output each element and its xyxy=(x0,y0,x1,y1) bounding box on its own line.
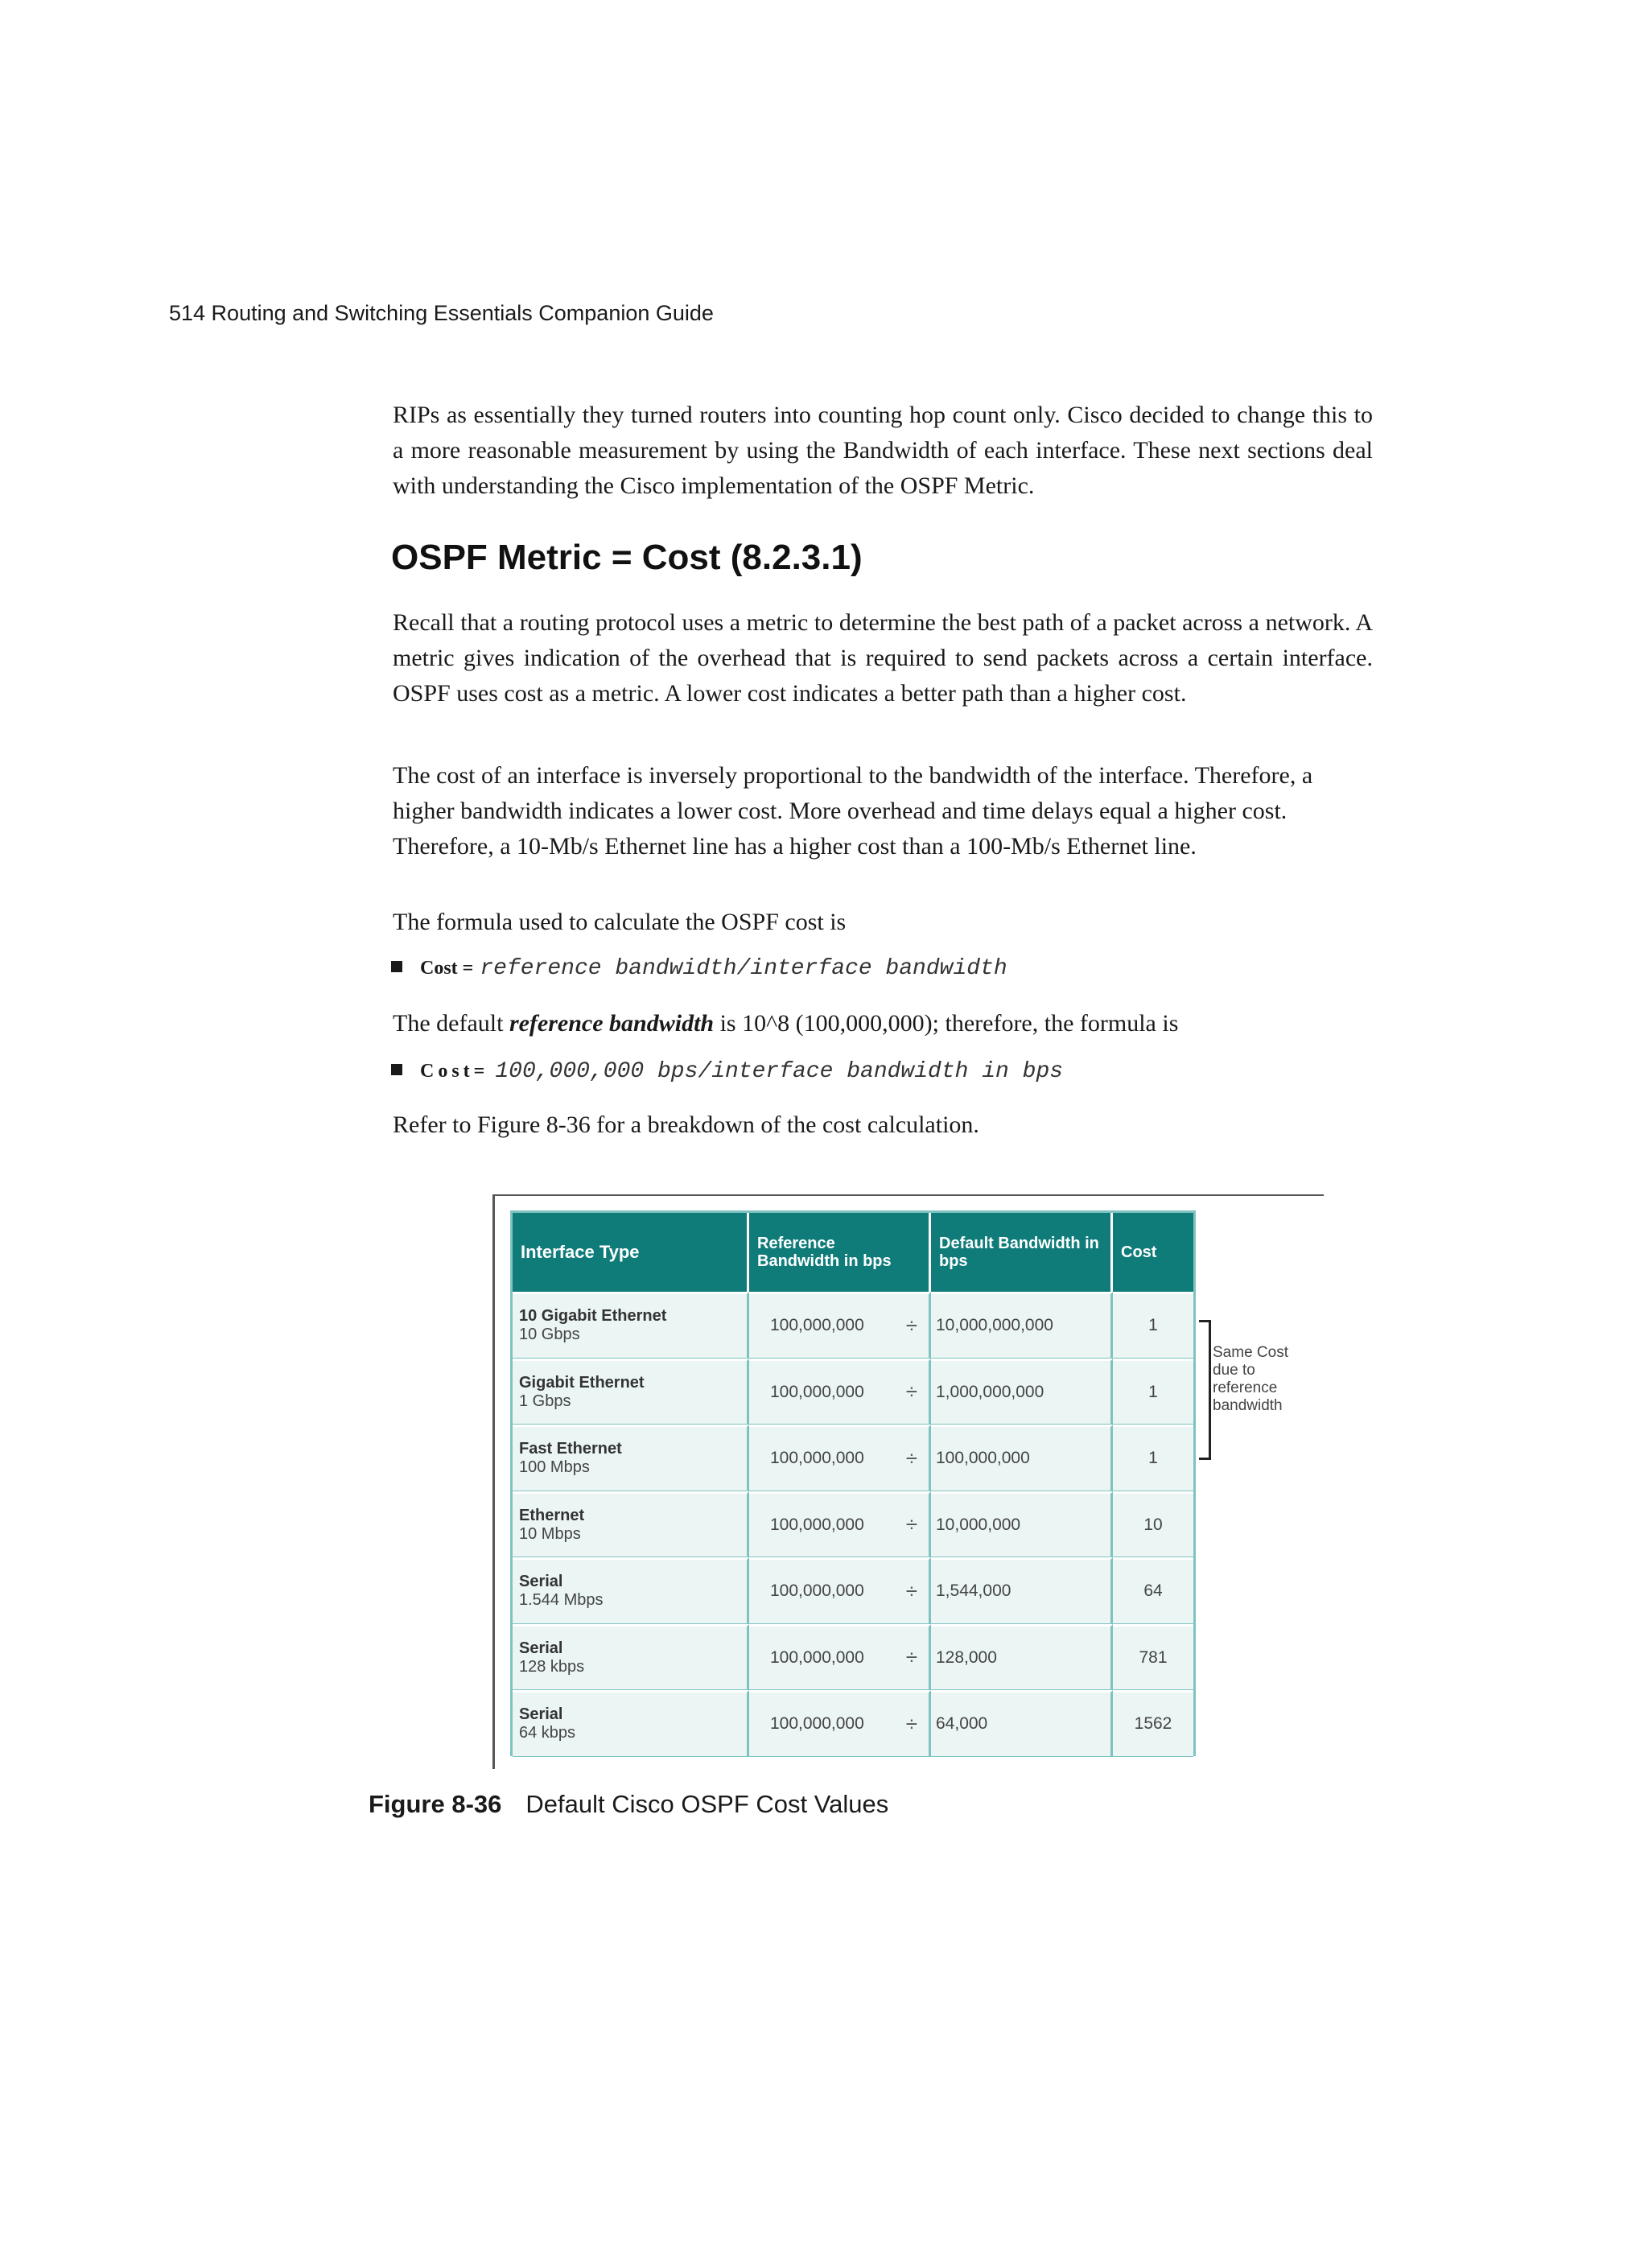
cell-cost: 1 xyxy=(1113,1425,1193,1491)
cell-interface-type xyxy=(513,1624,749,1691)
formula-label: Cost = xyxy=(420,958,474,979)
reference-value: 100,000,000 xyxy=(770,1714,864,1734)
reference-value: 100,000,000 xyxy=(770,1316,864,1335)
figure-caption xyxy=(369,1790,888,1819)
cell-reference-bandwidth xyxy=(749,1557,931,1624)
interface-name: Serial xyxy=(519,1705,563,1724)
paragraph-inverse-cost: The cost of an interface is inversely proportional to the bandwidth of the interface. Therefore, a higher bandwidth indicates a lower cost. More overhead and time delays equal a higher cost. Therefore, a 10-Mb/s Ethernet line has a higher cost than a 100-Mb/s Ethernet line. xyxy=(393,762,1313,860)
cell-cost: 1 xyxy=(1113,1359,1193,1425)
interface-speed: 100 Mbps xyxy=(519,1458,590,1477)
figure-number: Figure 8-36 xyxy=(369,1790,502,1818)
reference-bandwidth-term: reference bandwidth xyxy=(509,1010,715,1037)
interface-name: Ethernet xyxy=(519,1506,585,1524)
cell-interface-type xyxy=(513,1425,749,1491)
cell-reference-bandwidth xyxy=(749,1690,931,1757)
cell-interface-type xyxy=(513,1491,749,1558)
cell-default-bandwidth: 100,000,000 xyxy=(931,1425,1113,1491)
reference-value: 100,000,000 xyxy=(770,1647,864,1667)
cell-cost: 1562 xyxy=(1113,1690,1193,1757)
figure-title: Default Cisco OSPF Cost Values xyxy=(525,1790,889,1818)
formula-expression: reference bandwidth/interface bandwidth xyxy=(480,956,1007,981)
cell-default-bandwidth: 128,000 xyxy=(931,1624,1113,1691)
cell-default-bandwidth: 10,000,000,000 xyxy=(931,1292,1113,1359)
cell-interface-type xyxy=(513,1292,749,1359)
running-header: 514 Routing and Switching Essentials Companion Guide xyxy=(169,301,714,325)
interface-name: Fast Ethernet xyxy=(519,1440,622,1458)
interface-speed: 1 Gbps xyxy=(519,1392,571,1410)
cell-cost: 1 xyxy=(1113,1292,1193,1359)
default-sentence-after: is 10^8 (100,000,000); therefore, the formula is xyxy=(714,1010,1179,1037)
cell-interface-type xyxy=(513,1359,749,1425)
interface-name: Serial xyxy=(519,1573,563,1591)
header-reference-bandwidth: Reference Bandwidth in bps xyxy=(749,1213,931,1292)
cell-cost: 10 xyxy=(1113,1491,1193,1558)
default-sentence-before: The default xyxy=(393,1010,509,1037)
interface-speed: 10 Mbps xyxy=(519,1524,581,1543)
interface-name: Gigabit Ethernet xyxy=(519,1373,645,1392)
formula-label: Cost= xyxy=(420,1061,489,1082)
figure-reference-text: Refer to Figure 8-36 for a breakdown of the cost calculation. xyxy=(393,1111,979,1138)
cell-reference-bandwidth xyxy=(749,1491,931,1558)
reference-value: 100,000,000 xyxy=(770,1449,864,1468)
divide-icon: ÷ xyxy=(905,1645,917,1670)
divide-icon: ÷ xyxy=(905,1313,917,1338)
cell-reference-bandwidth xyxy=(749,1425,931,1491)
divide-icon: ÷ xyxy=(905,1578,917,1603)
bullet-square-icon xyxy=(391,1064,402,1075)
formula-bullet-1 xyxy=(391,956,1007,981)
interface-speed: 1.544 Mbps xyxy=(519,1591,604,1610)
intro-paragraph: RIPs as essentially they turned routers into counting hop count only. Cisco decided to change this to a more reasonable measurement by using the Bandwidth of each interface. These next sections deal with understanding the Cisco implementation of the OSPF Metric. xyxy=(393,402,1373,499)
same-cost-note: Same Cost due to reference bandwidth xyxy=(1213,1344,1288,1414)
cell-reference-bandwidth xyxy=(749,1292,931,1359)
formula-intro: The formula used to calculate the OSPF cost is xyxy=(393,909,847,935)
header-interface-type: Interface Type xyxy=(513,1213,749,1292)
interface-speed: 128 kbps xyxy=(519,1657,585,1676)
cell-default-bandwidth: 64,000 xyxy=(931,1690,1113,1757)
ospf-cost-table xyxy=(510,1210,1196,1756)
cell-default-bandwidth: 1,544,000 xyxy=(931,1557,1113,1624)
divide-icon: ÷ xyxy=(905,1711,917,1736)
header-default-bandwidth: Default Bandwidth in bps xyxy=(931,1213,1113,1292)
formula-bullet-2 xyxy=(391,1059,1063,1084)
reference-value: 100,000,000 xyxy=(770,1515,864,1534)
same-cost-bracket xyxy=(1199,1320,1211,1460)
cell-cost: 64 xyxy=(1113,1557,1193,1624)
header-cost: Cost xyxy=(1113,1213,1193,1292)
cell-reference-bandwidth xyxy=(749,1624,931,1691)
default-reference-sentence xyxy=(393,1006,1373,1041)
interface-speed: 64 kbps xyxy=(519,1724,576,1742)
cell-interface-type xyxy=(513,1690,749,1757)
cell-default-bandwidth: 10,000,000 xyxy=(931,1491,1113,1558)
cell-reference-bandwidth xyxy=(749,1359,931,1425)
cell-default-bandwidth: 1,000,000,000 xyxy=(931,1359,1113,1425)
interface-name: 10 Gigabit Ethernet xyxy=(519,1307,667,1326)
paragraph-metric: Recall that a routing protocol uses a metric to determine the best path of a packet across a network. A metric gives indication of the overhead that is required to send packets across a certain interface. OSPF uses cost as a metric. A lower cost indicates a better path than a higher cost. xyxy=(393,609,1373,707)
interface-speed: 10 Gbps xyxy=(519,1326,580,1344)
bullet-square-icon xyxy=(391,961,402,972)
section-heading: OSPF Metric = Cost (8.2.3.1) xyxy=(391,538,863,577)
divide-icon: ÷ xyxy=(905,1379,917,1404)
interface-name: Serial xyxy=(519,1639,563,1657)
reference-value: 100,000,000 xyxy=(770,1581,864,1601)
divide-icon: ÷ xyxy=(905,1512,917,1537)
cell-interface-type xyxy=(513,1557,749,1624)
divide-icon: ÷ xyxy=(905,1445,917,1470)
reference-value: 100,000,000 xyxy=(770,1382,864,1401)
cell-cost: 781 xyxy=(1113,1624,1193,1691)
formula-expression: 100,000,000 bps/interface bandwidth in bps xyxy=(495,1059,1064,1084)
